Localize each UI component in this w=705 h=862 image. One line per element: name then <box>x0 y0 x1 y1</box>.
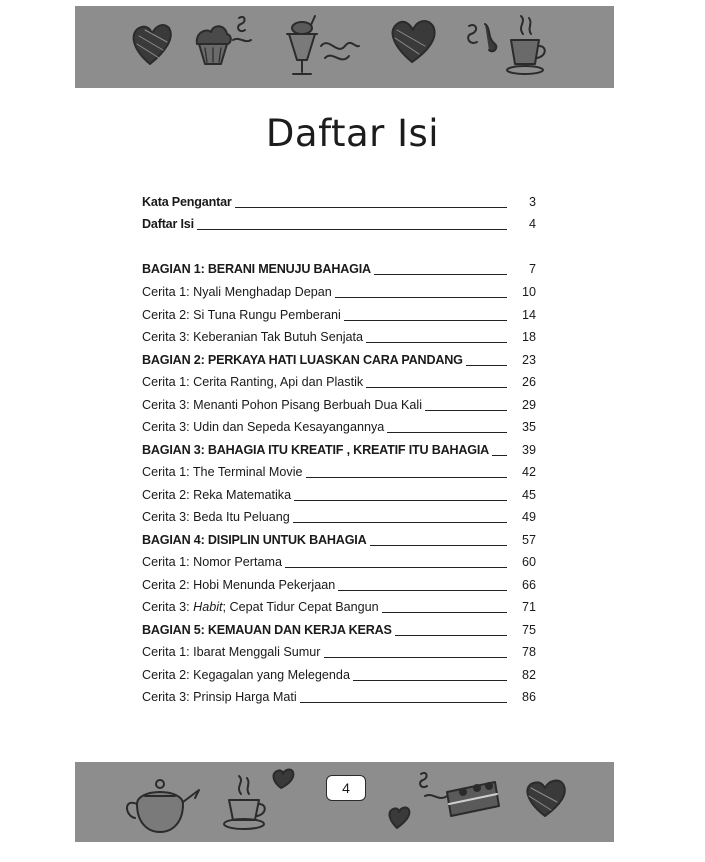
toc-entry-page: 86 <box>521 690 536 704</box>
toc-entry-title: Cerita 2: Kegagalan yang Melegenda <box>142 668 350 682</box>
toc-leader-line <box>235 207 507 208</box>
toc-leader-line <box>300 702 507 703</box>
toc-entry-page: 78 <box>521 645 536 659</box>
heart-icon <box>390 808 410 828</box>
toc-entry <box>142 259 542 279</box>
toc-leader-line <box>197 229 507 230</box>
toc-leader-line <box>294 500 507 501</box>
toc-entry-title: Cerita 2: Hobi Menunda Pekerjaan <box>142 578 336 592</box>
toc-entry-title: Cerita 1: Ibarat Menggali Sumur <box>142 645 321 659</box>
toc-entry-page: 3 <box>528 195 536 209</box>
toc-entry-page: 66 <box>521 578 536 592</box>
toc-leader-line <box>353 680 507 681</box>
toc-entry <box>142 642 542 662</box>
toc-entry-title: Cerita 2: Si Tuna Rungu Pemberani <box>142 308 341 322</box>
toc-leader-line <box>324 657 507 658</box>
toc-entry <box>142 350 542 370</box>
toc-leader-line <box>374 274 507 275</box>
toc-entry-page: 57 <box>521 533 536 547</box>
toc-entry-title: BAGIAN 4: DISIPLIN UNTUK BAHAGIA <box>142 533 367 547</box>
toc-entry-page: 39 <box>521 443 536 457</box>
toc-entry-title: Cerita 3: Habit; Cepat Tidur Cepat Bangun <box>142 600 379 614</box>
toc-entry-title: Cerita 1: Nyali Menghadap Depan <box>142 285 332 299</box>
toc-entry-title: Cerita 3: Udin dan Sepeda Kesayangannya <box>142 420 385 434</box>
toc-leader-line <box>395 635 507 636</box>
steam-icon <box>468 24 496 51</box>
toc-entry-title: BAGIAN 3: BAHAGIA ITU KREATIF , KREATIF ITU BAHAGIA <box>142 443 490 457</box>
toc-leader-line <box>492 455 507 456</box>
toc-entry-title: BAGIAN 5: KEMAUAN DAN KERJA KERAS <box>142 623 392 637</box>
toc-entry-title: Cerita 1: Cerita Ranting, Api dan Plastik <box>142 375 364 389</box>
toc-entry <box>142 192 542 212</box>
toc-entry-title: BAGIAN 2: PERKAYA HATI LUASKAN CARA PANDANG <box>142 353 463 367</box>
toc-entry-title: Cerita 1: Nomor Pertama <box>142 555 282 569</box>
toc-entry-title: Cerita 3: Keberanian Tak Butuh Senjata <box>142 330 364 344</box>
toc-entry <box>142 575 542 595</box>
toc-entry-title: Cerita 1: The Terminal Movie <box>142 465 303 479</box>
toc-entry-page: 75 <box>521 623 536 637</box>
cupcake-icon <box>197 26 231 64</box>
toc-entry-page: 82 <box>521 668 536 682</box>
toc-entry <box>142 214 542 234</box>
toc-leader-line <box>466 365 507 366</box>
toc-entry <box>142 507 542 527</box>
toc-entry <box>142 552 542 572</box>
toc-entry-title: Cerita 3: Beda Itu Peluang <box>142 510 290 524</box>
toc-entry <box>142 282 542 302</box>
toc-leader-line <box>338 590 507 591</box>
swirl-icon <box>321 43 359 60</box>
toc-leader-line <box>370 545 507 546</box>
toc-entry-title: Daftar Isi <box>142 217 194 231</box>
toc-entry <box>142 620 542 640</box>
toc-entry-title: Cerita 2: Reka Matematika <box>142 488 292 502</box>
toc-entry <box>142 462 542 482</box>
toc-entry <box>142 530 542 550</box>
footer-decorative-band <box>75 762 614 842</box>
toc-leader-line <box>425 410 507 411</box>
teapot-icon <box>127 780 199 832</box>
toc-entry-title: Cerita 3: Prinsip Harga Mati <box>142 690 297 704</box>
cake-slice-icon <box>447 782 499 816</box>
toc-entry <box>142 597 542 617</box>
toc-leader-line <box>344 320 507 321</box>
toc-entry-page: 49 <box>521 510 536 524</box>
toc-entry-page: 71 <box>521 600 536 614</box>
toc-leader-line <box>293 522 507 523</box>
toc-leader-line <box>366 387 507 388</box>
toc-entry-page: 60 <box>521 555 536 569</box>
toc-leader-line <box>335 297 507 298</box>
toc-entry-page: 4 <box>528 217 536 231</box>
steam-icon <box>420 773 447 798</box>
toc-leader-line <box>366 342 507 343</box>
toc-entry <box>142 372 542 392</box>
toc-entry-title: Kata Pengantar <box>142 195 232 209</box>
toc-entry <box>142 305 542 325</box>
heart-icon <box>527 781 564 816</box>
toc-entry <box>142 665 542 685</box>
toc-entry <box>142 417 542 437</box>
toc-entry <box>142 485 542 505</box>
toc-entry-title: Cerita 3: Menanti Pohon Pisang Berbuah Dua Kali <box>142 398 423 412</box>
toc-entry <box>142 395 542 415</box>
steam-icon <box>233 17 251 41</box>
page-title: Daftar Isi <box>265 112 440 155</box>
coffee-cup-icon <box>224 776 265 829</box>
toc-entry-page: 23 <box>521 353 536 367</box>
toc-entry-page: 18 <box>521 330 536 344</box>
toc-entry-page: 26 <box>521 375 536 389</box>
header-decorative-band <box>75 6 614 88</box>
toc-entry-page: 35 <box>521 420 536 434</box>
page-number: 4 <box>326 775 366 801</box>
toc-entry-title: BAGIAN 1: BERANI MENUJU BAHAGIA <box>142 262 371 276</box>
toc-entry <box>142 440 542 460</box>
toc-leader-line <box>382 612 507 613</box>
toc-entry-page: 14 <box>521 308 536 322</box>
toc-entry <box>142 687 542 707</box>
toc-entry-page: 45 <box>521 488 536 502</box>
toc-entry-page: 10 <box>521 285 536 299</box>
toc-leader-line <box>285 567 507 568</box>
milkshake-icon <box>287 16 317 74</box>
toc-entry-page: 7 <box>528 262 536 276</box>
toc-leader-line <box>387 432 507 433</box>
toc-entry <box>142 327 542 347</box>
heart-icon <box>134 25 171 64</box>
toc-entry-page: 42 <box>521 465 536 479</box>
toc-leader-line <box>306 477 507 478</box>
coffee-cup-icon <box>507 16 545 74</box>
heart-icon <box>274 770 294 788</box>
heart-icon <box>393 21 435 62</box>
toc-entry-page: 29 <box>521 398 536 412</box>
